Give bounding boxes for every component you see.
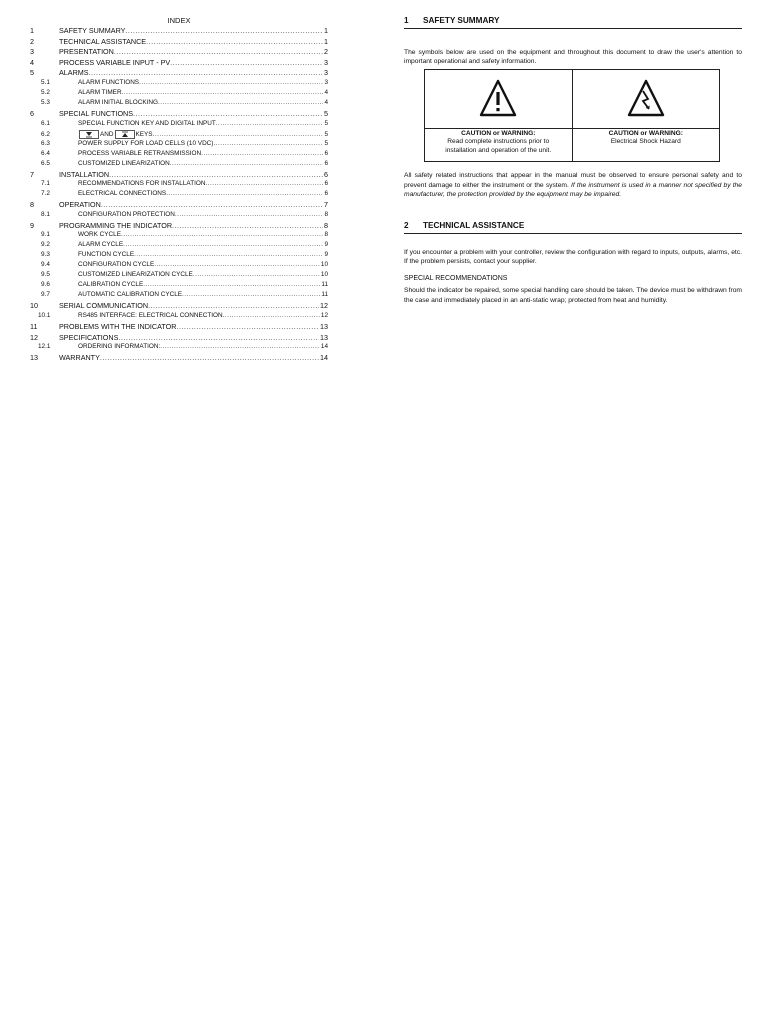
toc-entry-title-wrap [59, 190, 166, 197]
toc-entry[interactable] [30, 68, 328, 79]
toc-entry[interactable] [30, 241, 328, 251]
toc-entry-title: ALARM TIMER [78, 88, 122, 96]
toc-entry-number: 9.4 [41, 261, 50, 269]
toc-entry-page: 9 [324, 241, 328, 249]
toc-entry-title-wrap [59, 211, 175, 218]
toc-entry-title-wrap [59, 120, 216, 127]
toc-entry[interactable] [30, 47, 328, 58]
toc-leader-dots [143, 281, 320, 288]
toc-entry-title-wrap [59, 99, 158, 106]
toc-leader-dots [172, 221, 323, 230]
warning-triangle-icon [478, 78, 518, 118]
toc-entry-page: 3 [324, 78, 328, 86]
toc-entry-title: TECHNICAL ASSISTANCE [59, 36, 147, 46]
toc-leader-dots [121, 231, 323, 238]
warning-cell-2 [572, 70, 720, 129]
toc-entry-title-wrap [59, 301, 148, 310]
toc-entry-title-wrap [59, 68, 89, 77]
toc-entry-title-wrap [59, 322, 176, 331]
toc-entry-title: RS485 INTERFACE: ELECTRICAL CONNECTION [78, 311, 223, 319]
warning-text-1: Read complete instructions prior to installation and operation of the unit. [445, 138, 552, 155]
toc-entry-number: 3 [30, 47, 34, 57]
toc-entry-title: AUTOMATIC CALIBRATION CYCLE [78, 291, 183, 299]
toc-entry-page: 14 [320, 353, 328, 363]
toc-leader-dots [134, 251, 323, 258]
toc-entry-title-wrap [59, 281, 143, 288]
toc-entry-title-wrap [59, 312, 223, 319]
toc-entry-number: 9.3 [41, 251, 50, 259]
toc-entry-page: 6 [324, 149, 328, 157]
toc-entry-page: 7 [324, 200, 328, 210]
toc-entry-number: 5 [30, 68, 34, 78]
toc-entry[interactable] [30, 343, 328, 353]
toc-entry-title: RECOMMENDATIONS FOR INSTALLATION [78, 180, 206, 188]
toc-entry-page: 6 [324, 169, 328, 179]
toc-entry-title-wrap [59, 221, 172, 230]
toc-entry[interactable] [30, 291, 328, 301]
toc-entry-number: 7.2 [41, 190, 50, 198]
toc-entry-title: KEYS [135, 130, 153, 138]
toc-leader-dots [223, 312, 320, 319]
toc-entry[interactable] [30, 322, 328, 333]
toc-entry-page: 13 [320, 332, 328, 342]
toc-entry-title: WORK CYCLE [78, 231, 121, 239]
toc-entry-number: 6 [30, 108, 34, 118]
toc-entry-number: 5.3 [41, 98, 50, 106]
special-recommendations-heading: SPECIAL RECOMMENDATIONS [404, 275, 508, 283]
toc-entry-title-wrap [59, 291, 182, 298]
toc-leader-dots [122, 89, 324, 96]
toc-entry-page: 3 [324, 68, 328, 78]
toc-leader-dots [89, 68, 323, 77]
toc-entry-title: POWER SUPPLY FOR LOAD CELLS (10 VDC) [78, 139, 214, 147]
toc-entry-number: 6.2 [41, 130, 50, 138]
section-2-body: If you encounter a problem with your controller, review the configuration with regard to inputs, outputs, alarms, etc. If the problem persists, contact your supplier. [404, 249, 742, 266]
toc-leader-dots [166, 190, 323, 197]
toc-entry[interactable] [30, 200, 328, 211]
down-key-icon [79, 130, 99, 139]
toc-entry-title-wrap [59, 160, 170, 167]
toc-leader-dots [146, 37, 323, 46]
toc-leader-dots [100, 353, 319, 362]
toc-entry[interactable] [30, 26, 328, 37]
toc-entry-number: 6.4 [41, 149, 50, 157]
toc-entry-number: 6.5 [41, 159, 50, 167]
section-1-body-normal: All safety related instructions that appear in the manual must be observed to ensure personal safety and to prevent damage to either the instrument or the system. [404, 172, 742, 189]
toc-entry-title-wrap [59, 26, 125, 35]
toc-entry-title: CALIBRATION CYCLE [78, 281, 144, 289]
up-key-icon [115, 130, 135, 139]
warning-cell-1 [425, 70, 573, 129]
toc-entry[interactable] [30, 109, 328, 120]
toc-entry[interactable] [30, 333, 328, 344]
warning-text-2: Electrical Shock Hazard [610, 138, 681, 146]
toc-entry-number: 6.1 [41, 119, 50, 127]
toc-entry[interactable] [30, 221, 328, 232]
toc-entry-title: CUSTOMIZED LINEARIZATION CYCLE [78, 271, 193, 279]
toc-entry-number: 13 [30, 353, 38, 363]
toc-entry-title: WARRANTY [59, 353, 100, 363]
toc-entry-page: 2 [324, 47, 328, 57]
toc-entry[interactable] [30, 150, 328, 160]
toc-leader-dots [114, 47, 323, 56]
toc-entry-number: 6.3 [41, 139, 50, 147]
toc-entry-number: 7 [30, 169, 34, 179]
toc-entry-title-wrap [59, 241, 123, 248]
toc-entry-title-wrap [59, 140, 213, 147]
toc-leader-dots [213, 140, 323, 147]
toc-entry-title: SPECIFICATIONS [59, 332, 119, 342]
toc-entry-title-wrap [59, 180, 205, 187]
toc-entry-page: 10 [320, 261, 328, 269]
toc-entry-title: PRESENTATION [59, 47, 114, 57]
toc-entry[interactable] [30, 160, 328, 170]
toc-entry-page: 3 [324, 57, 328, 67]
toc-entry-page: 6 [324, 190, 328, 198]
toc-entry-number: 5.2 [41, 88, 50, 96]
toc-leader-dots [109, 170, 323, 179]
toc-entry[interactable] [30, 271, 328, 281]
toc-leader-dots [153, 131, 324, 138]
toc-entry[interactable] [30, 120, 328, 130]
toc-leader-dots [205, 180, 323, 187]
toc-entry-page: 14 [320, 343, 328, 351]
toc-leader-dots [139, 79, 323, 86]
toc-entry-title-wrap [59, 58, 170, 67]
toc-entry-title: OPERATION [59, 200, 101, 210]
toc-entry-and-text: AND [100, 130, 114, 138]
toc-entry-title-wrap [59, 130, 153, 139]
toc-entry-page: 6 [324, 180, 328, 188]
toc-entry[interactable] [30, 312, 328, 322]
toc-leader-dots [154, 261, 320, 268]
section-2-heading [404, 221, 742, 234]
toc-entry-title-wrap [59, 109, 133, 118]
toc-entry-title: SAFETY SUMMARY [59, 26, 126, 35]
toc-entry[interactable] [30, 130, 328, 140]
toc-leader-dots [133, 109, 323, 118]
toc-entry-number: 9 [30, 220, 34, 230]
toc-entry-number: 8 [30, 200, 34, 210]
toc-entry-number: 9.7 [41, 291, 50, 299]
toc-entry-title: FUNCTION CYCLE [78, 251, 135, 259]
toc-entry-number: 4 [30, 57, 34, 67]
toc-entry-number: 7.1 [41, 180, 50, 188]
toc-entry-page: 1 [324, 26, 328, 35]
toc-entry-number: 10.1 [38, 311, 51, 319]
toc-entry[interactable] [30, 37, 328, 48]
toc-entry-page: 5 [324, 130, 328, 138]
toc-entry-title: ALARM INITIAL BLOCKING [78, 98, 159, 106]
toc-entry[interactable] [30, 261, 328, 271]
section-1-number: 1 [404, 16, 409, 25]
toc-entry-title: CONFIGURATION CYCLE [78, 261, 155, 269]
toc-entry[interactable] [30, 281, 328, 291]
safety-symbols-table [424, 69, 720, 162]
content-column [404, 16, 742, 305]
toc-entry-number: 9.2 [41, 241, 50, 249]
toc-leader-dots [182, 291, 320, 298]
toc-leader-dots [148, 301, 319, 310]
toc-entry-title: ALARM CYCLE [78, 241, 124, 249]
section-2-number: 2 [404, 221, 409, 231]
toc-leader-dots [170, 160, 324, 167]
toc-entry-title-wrap [59, 343, 160, 350]
toc-entry-title: ORDERING INFORMATION: [78, 343, 161, 351]
toc-entry-title: SPECIAL FUNCTIONS [59, 108, 134, 118]
toc-entry-title: ALARMS [59, 68, 89, 78]
toc-entry-page: 4 [324, 88, 328, 96]
toc-entry[interactable] [30, 301, 328, 312]
table-of-contents [30, 26, 328, 364]
toc-entry[interactable] [30, 58, 328, 69]
toc-entry-page: 5 [324, 119, 328, 127]
section-1-body-italic: If the instrument is used in a manner not specified by the manufacturer, the protection provided by the equipment may be impaired. [404, 181, 742, 198]
toc-entry-page: 9 [324, 251, 328, 259]
toc-entry-title: PROCESS VARIABLE INPUT - PV [59, 57, 171, 67]
toc-entry-page: 8 [324, 220, 328, 230]
toc-leader-dots [160, 343, 320, 350]
toc-entry-page: 8 [324, 231, 328, 239]
toc-entry-page: 13 [320, 321, 328, 331]
toc-entry-page: 5 [324, 108, 328, 118]
toc-leader-dots [118, 333, 319, 342]
toc-entry[interactable] [30, 211, 328, 221]
toc-entry-title-wrap [59, 79, 139, 86]
toc-entry-title: SPECIAL FUNCTION KEY AND DIGITAL INPUT [78, 119, 216, 127]
toc-leader-dots [175, 211, 324, 218]
toc-entry-number: 11 [30, 321, 38, 331]
section-1-title: SAFETY SUMMARY [423, 16, 500, 25]
toc-entry[interactable] [30, 251, 328, 261]
toc-entry-title: PROCESS VARIABLE RETRANSMISSION [78, 149, 202, 157]
toc-entry-title-wrap [59, 150, 201, 157]
toc-entry-title-wrap [59, 47, 114, 56]
toc-leader-dots [193, 271, 320, 278]
toc-entry[interactable] [30, 170, 328, 181]
toc-entry-number: 9.5 [41, 271, 50, 279]
toc-entry-number: 9.1 [41, 231, 50, 239]
toc-leader-dots [125, 26, 323, 35]
toc-entry[interactable] [30, 89, 328, 99]
toc-entry[interactable] [30, 99, 328, 109]
toc-entry-page: 10 [320, 271, 328, 279]
toc-leader-dots [216, 120, 324, 127]
toc-entry-number: 2 [30, 36, 34, 46]
toc-entry-title-wrap [59, 231, 121, 238]
toc-entry[interactable] [30, 353, 328, 364]
warning-text-cell-2 [572, 129, 720, 162]
toc-entry-title-wrap [59, 89, 122, 96]
toc-entry-page: 1 [324, 36, 328, 46]
toc-entry[interactable] [30, 180, 328, 190]
toc-entry-page: 11 [321, 291, 328, 299]
warning-heading-2: CAUTION or WARNING: [608, 130, 683, 138]
toc-leader-dots [101, 200, 323, 209]
toc-entry-number: 1 [30, 26, 34, 35]
toc-entry-title: PROGRAMMING THE INDICATOR [59, 220, 173, 230]
index-column [30, 16, 328, 364]
toc-entry[interactable] [30, 231, 328, 241]
section-1-intro: The symbols below are used on the equipment and throughout this document to draw the user's attention to important operational and safety information. [404, 49, 742, 66]
toc-entry[interactable] [30, 140, 328, 150]
toc-entry-title-wrap [59, 251, 134, 258]
toc-entry-title-wrap [59, 170, 109, 179]
toc-entry-page: 6 [324, 159, 328, 167]
toc-entry-number: 9.6 [41, 281, 50, 289]
toc-entry-number: 10 [30, 301, 38, 311]
toc-entry-title: ALARM FUNCTIONS [78, 78, 140, 86]
toc-entry-title: ELECTRICAL CONNECTIONS [78, 190, 167, 198]
toc-entry-page: 12 [320, 301, 328, 311]
section-2-body-2: Should the indicator be repaired, some special handling care should be taken. The device must be withdrawn from the case and immediately placed in an anti-static wrap; protected from heat and humidity. [404, 287, 742, 304]
toc-entry-number: 5.1 [41, 78, 50, 86]
toc-entry-number: 8.1 [41, 210, 50, 218]
toc-leader-dots [201, 150, 323, 157]
section-1-heading [404, 16, 742, 29]
toc-entry-title-wrap [59, 200, 101, 209]
toc-entry-page: 8 [324, 210, 328, 218]
warning-text-cell-1 [425, 129, 573, 162]
toc-entry-number: 12 [30, 332, 38, 342]
toc-entry-title-wrap [59, 261, 154, 268]
toc-entry-page: 12 [320, 311, 328, 319]
toc-entry-number: 12.1 [38, 343, 51, 351]
toc-entry-title-wrap [59, 271, 193, 278]
toc-leader-dots [170, 58, 323, 67]
toc-entry-title: CONFIGURATION PROTECTION [78, 210, 175, 218]
toc-entry[interactable] [30, 190, 328, 200]
electric-shock-icon [626, 78, 666, 118]
toc-entry-title: CUSTOMIZED LINEARIZATION [78, 159, 170, 167]
toc-entry-title: PROBLEMS WITH THE INDICATOR [59, 321, 177, 331]
toc-entry-title-wrap [59, 37, 146, 46]
section-2-title: TECHNICAL ASSISTANCE [423, 221, 525, 231]
toc-entry-title: SERIAL COMMUNICATION [59, 301, 149, 311]
toc-entry-title-wrap [59, 333, 118, 342]
toc-leader-dots [123, 241, 323, 248]
section-1-body [404, 171, 742, 199]
toc-entry-page: 5 [324, 139, 328, 147]
warning-heading-1: CAUTION or WARNING: [461, 130, 536, 138]
toc-entry-title: INSTALLATION [59, 169, 110, 179]
toc-leader-dots [176, 322, 319, 331]
toc-leader-dots [158, 99, 323, 106]
toc-entry-page: 4 [324, 98, 328, 106]
toc-entry-title-wrap [59, 353, 100, 362]
toc-entry-page: 11 [321, 281, 328, 289]
index-title: INDEX [167, 16, 191, 25]
toc-entry[interactable] [30, 79, 328, 89]
